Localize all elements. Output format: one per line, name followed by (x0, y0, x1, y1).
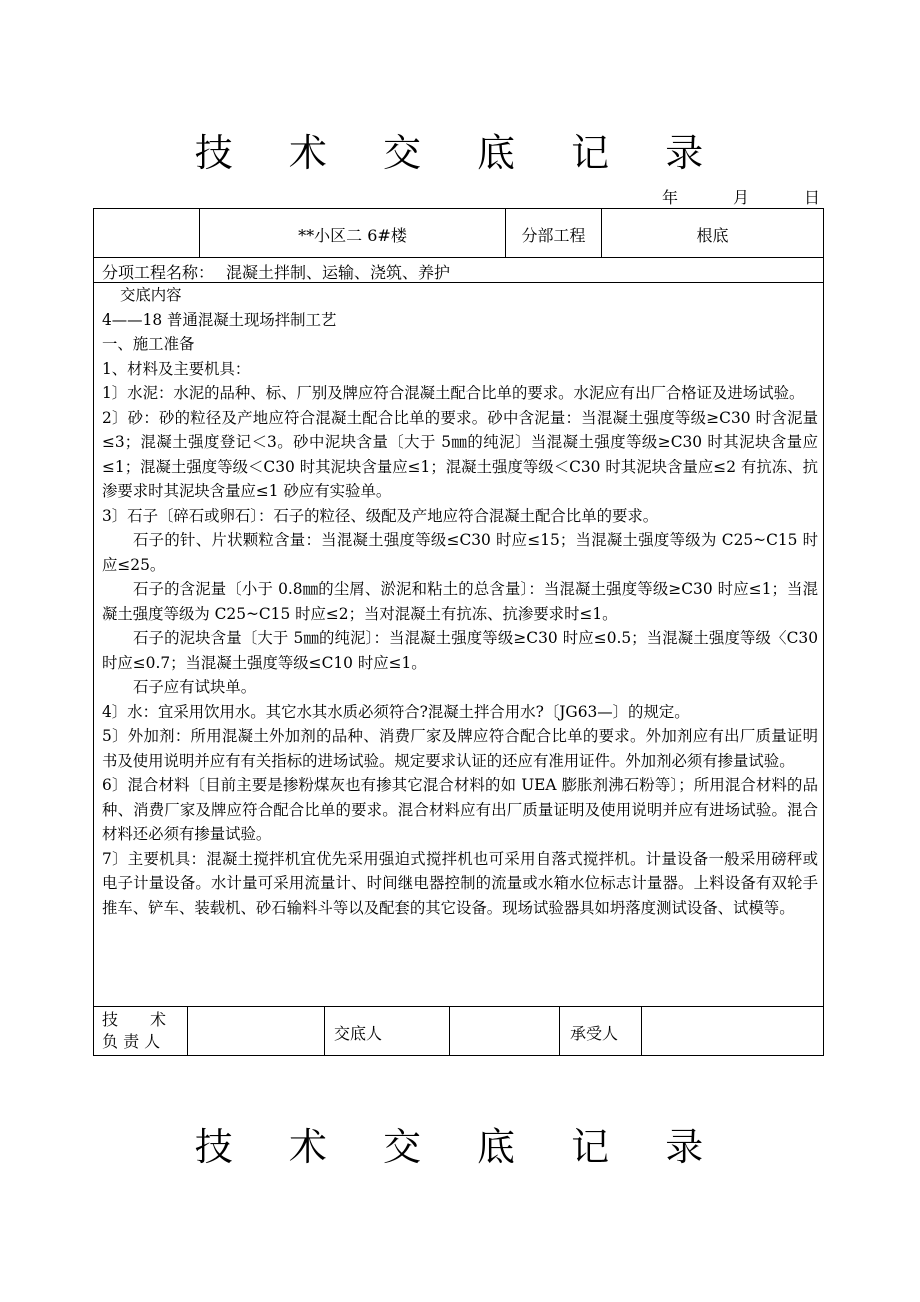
date-day-label: 日 (804, 188, 821, 207)
content-box (93, 257, 824, 1007)
discloser-label: 交底人 (334, 1024, 383, 1043)
content-paragraph: 石子的针、片状颗粒含量：当混凝土强度等级≤C30 时应≤15；当混凝土强度等级为 C25~C15 时应≤25。 (102, 531, 818, 574)
page-title: 技 术 交 底 记 录 (194, 131, 726, 175)
content-paragraph: 2〕砂：砂的粒径及产地应符合混凝土配合比单的要求。砂中含泥量：当混凝土强度等级≥C30 时含泥量≤3；混凝土强度登记＜3。砂中泥块含量〔大于 5㎜的纯泥〕当混凝土强度等级≥C30 时其泥块含量应≤1；混凝土强度等级＜C30 时其泥块含量应≤1；混凝土强度等级＜C30 时其泥块含量应≤2 有抗冻、抗渗要求时其泥块含量应≤1 砂应有实验单。 (102, 408, 818, 500)
subitem-value: 混凝土拌制、运输、浇筑、养护 (226, 263, 451, 282)
receiver-label: 承受人 (570, 1024, 619, 1043)
content-paragraph: 4〕水：宜采用饮用水。其它水其水质必须符合?混凝土拌合用水?〔JG63—〕的规定。 (102, 702, 690, 721)
content-paragraph: 一、施工准备 (102, 335, 195, 353)
next-page-title: 技 术 交 底 记 录 (194, 1125, 726, 1169)
subitem-label: 分项工程名称： (102, 263, 215, 282)
division-value: 根底 (696, 226, 729, 245)
content-paragraph: 石子应有试块单。 (133, 678, 257, 696)
project-name: **小区二 6#楼 (298, 226, 407, 245)
content-paragraph: 1〕水泥：水泥的品种、标、厂别及牌应符合混凝土配合比单的要求。水泥应有出厂合格证及进场试验。 (102, 384, 805, 402)
header-table (93, 208, 824, 258)
content-paragraph: 1、材料及主要机具： (102, 359, 251, 378)
content-paragraph: 6〕混合材料〔目前主要是掺粉煤灰也有掺其它混合材料的如 UEA 膨胀剂沸石粉等〕；所用混合材料的品种、消费厂家及牌应符合配合比单的要求。混合材料应有出厂质量证明及使用说明并应有进场试验。混合材料还必须有掺量试验。 (102, 776, 818, 843)
subitem-row (102, 260, 450, 283)
tech-lead-label (102, 1009, 166, 1053)
tech-lead-label-line2: 负 责 人 (102, 1032, 161, 1051)
content-paragraph: 石子的泥块含量〔大于 5㎜的纯泥〕：当混凝土强度等级≥C30 时应≤0.5；当混凝土强度等级〈C30 时应≤0.7；当混凝土强度等级≤C10 时应≤1。 (102, 629, 818, 672)
content-heading: 交底内容 (120, 286, 182, 304)
content-paragraph: 7〕主要机具：混凝土搅拌机宜优先采用强迫式搅拌机也可采用自落式搅拌机。计量设备一般采用磅秤或电子计量设备。水计量可采用流量计、时间继电器控制的流量或水箱水位标志计量器。上料设备有双轮手推车、铲车、装载机、砂石输料斗等以及配套的其它设备。现场试验器具如坍落度测试设备、试模等。 (102, 849, 818, 917)
content-paragraph: 石子的含泥量〔小于 0.8㎜的尘屑、淤泥和粘土的总含量〕：当混凝土强度等级≥C30 时应≤1；当混凝土强度等级为 C25~C15 时应≤2；当对混凝土有抗冻、抗渗要求时≤1。 (102, 580, 818, 623)
date-line (600, 185, 822, 209)
disclosure-content (102, 283, 818, 920)
content-paragraph: 4——18 普通混凝土现场拌制工艺 (102, 310, 337, 329)
date-year-label: 年 (662, 188, 679, 207)
signature-table (93, 1006, 824, 1056)
date-month-label: 月 (733, 188, 750, 207)
division-label: 分部工程 (521, 226, 586, 245)
tech-lead-label-line1: 技 术 (102, 1010, 167, 1029)
content-paragraph: 5〕外加剂：所用混凝土外加剂的品种、消费厂家及牌应符合配合比单的要求。外加剂应有出厂质量证明书及使用说明并应有有关指标的进场试验。规定要求认证的还应有准用证件。外加剂必须有掺量试验。 (102, 727, 818, 770)
content-paragraph: 3〕石子〔碎石或卵石〕：石子的粒径、级配及产地应符合混凝土配合比单的要求。 (102, 506, 659, 525)
